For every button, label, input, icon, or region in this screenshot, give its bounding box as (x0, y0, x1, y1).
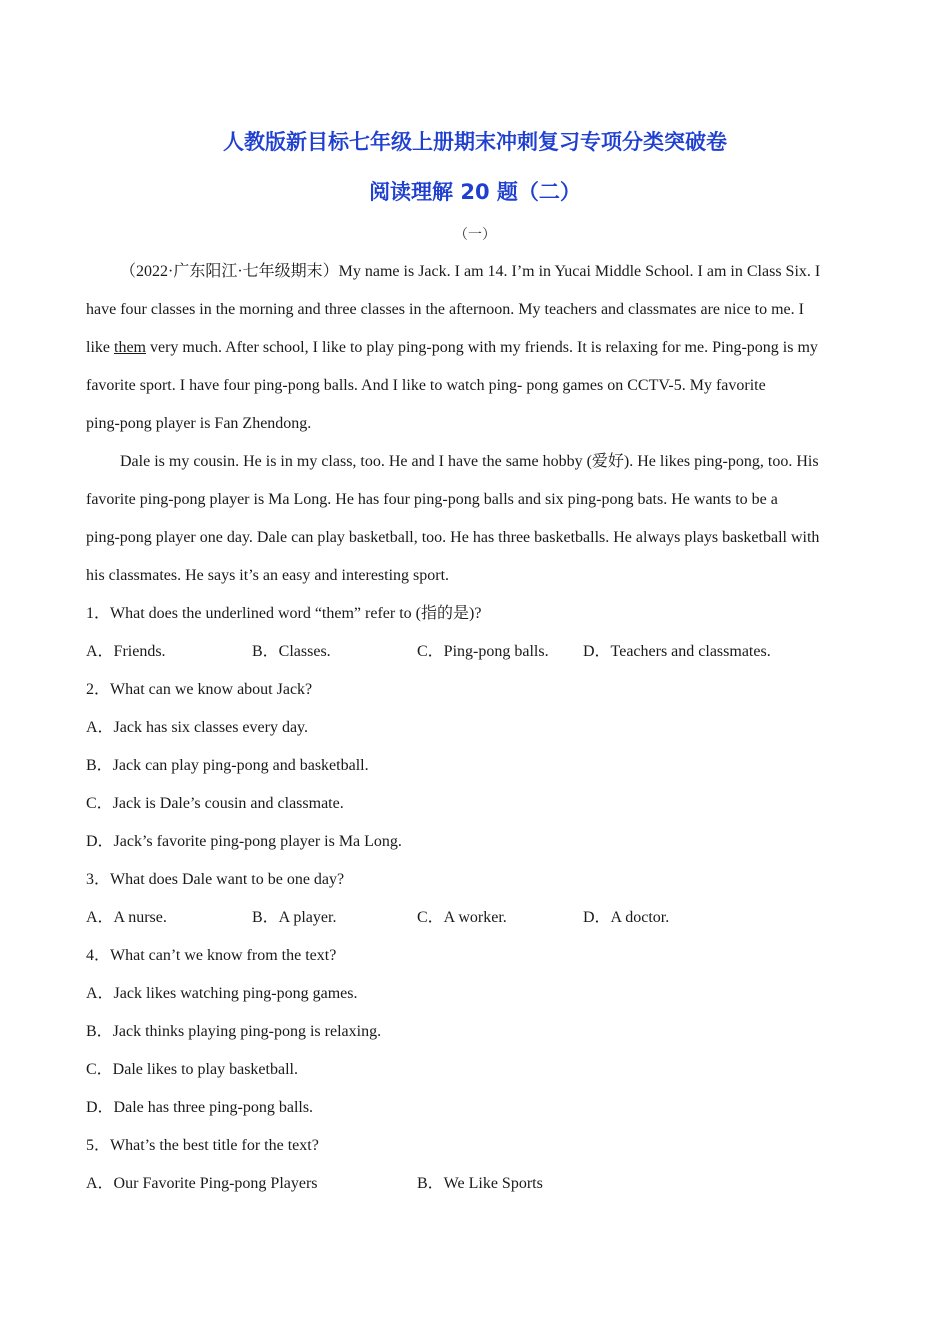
answer-option: C．Ping-pong balls. (417, 643, 549, 660)
section-number: （一） (454, 228, 496, 243)
underlined-word: them (114, 339, 146, 356)
passage-text: like (86, 339, 114, 356)
passage-line: （2022·广东阳江·七年级期末）My name is Jack. I am 14. I’m in Yucai Middle School. I am in Class Six. I (120, 263, 821, 280)
answer-option: A．A nurse. (86, 909, 167, 926)
question-stem: 3．What does Dale want to be one day? (86, 871, 345, 888)
answer-option: B．A player. (252, 909, 337, 926)
passage-line: favorite sport. I have four ping-pong balls. And I like to watch ping- pong games on CCTV-5. My favorite (86, 377, 766, 394)
passage-line: have four classes in the morning and three classes in the afternoon. My teachers and classmates are nice to me. I (86, 301, 804, 318)
question-stem: 4．What can’t we know from the text? (86, 947, 337, 964)
answer-option: B．Classes. (252, 643, 331, 660)
answer-option: D．Jack’s favorite ping-pong player is Ma Long. (86, 833, 402, 850)
passage-line: favorite ping-pong player is Ma Long. He has four ping-pong balls and six ping-pong bats. He wants to be a (86, 491, 778, 508)
answer-option: C．Jack is Dale’s cousin and classmate. (86, 795, 344, 812)
answer-option: A．Jack has six classes every day. (86, 719, 309, 736)
answer-option: A．Jack likes watching ping-pong games. (86, 985, 358, 1002)
answer-option: D．Teachers and classmates. (583, 643, 771, 660)
question-stem: 2．What can we know about Jack? (86, 681, 313, 698)
passage-line (86, 338, 818, 358)
answer-option: C．A worker. (417, 909, 507, 926)
answer-option: A．Our Favorite Ping-pong Players (86, 1175, 318, 1192)
answer-option: D．Dale has three ping-pong balls. (86, 1099, 314, 1116)
question-stem: 5．What’s the best title for the text? (86, 1137, 319, 1154)
answer-option: B．Jack can play ping-pong and basketball. (86, 757, 369, 774)
document-subtitle: 阅读理解 20 题（二） (369, 180, 581, 204)
passage-line: ping-pong player is Fan Zhendong. (86, 415, 312, 432)
passage-text: very much. After school, I like to play ping-pong with my friends. It is relaxing for me. Ping-pong is my (146, 339, 818, 356)
answer-option: B．Jack thinks playing ping-pong is relaxing. (86, 1023, 382, 1040)
passage-line: ping-pong player one day. Dale can play basketball, too. He has three basketballs. He always plays basketball with (86, 529, 820, 546)
passage-line: Dale is my cousin. He is in my class, too. He and I have the same hobby (爱好). He likes ping-pong, too. His (120, 453, 819, 470)
answer-option: C．Dale likes to play basketball. (86, 1061, 298, 1078)
document-title: 人教版新目标七年级上册期末冲刺复习专项分类突破卷 (223, 130, 727, 154)
answer-option: A．Friends. (86, 643, 166, 660)
answer-option: B．We Like Sports (417, 1175, 543, 1192)
answer-option: D．A doctor. (583, 909, 670, 926)
question-stem: 1．What does the underlined word “them” refer to (指的是)? (86, 605, 482, 622)
passage-line: his classmates. He says it’s an easy and interesting sport. (86, 567, 450, 584)
